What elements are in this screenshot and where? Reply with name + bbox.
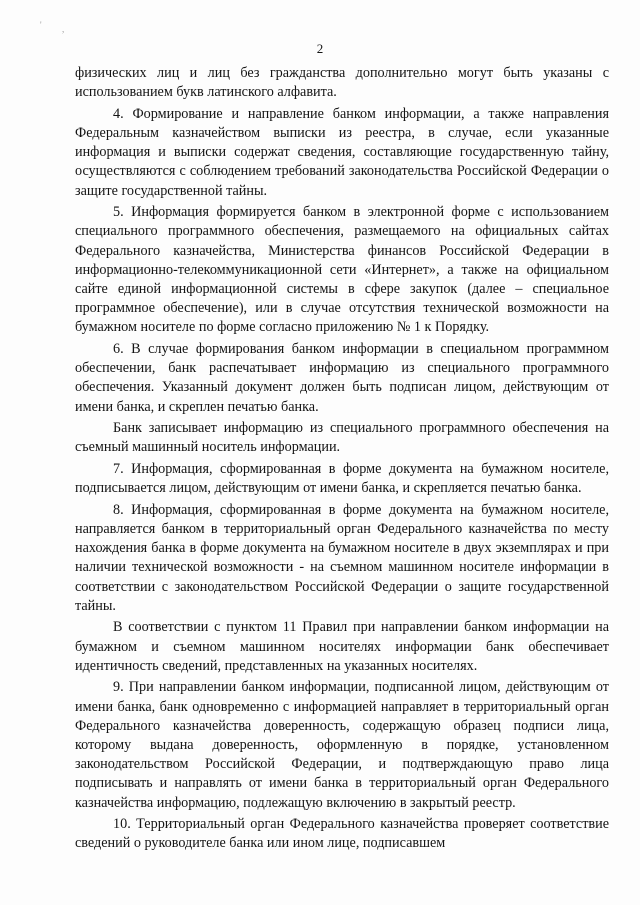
- document-body: [75, 64, 609, 856]
- paragraph: В соответствии с пунктом 11 Правил при направлении банком информации на бумажном и съемном машинном носителях информации банк обеспечивает идентичность сведений, представленных на указанных носителях.: [75, 619, 609, 674]
- paragraph-item-8: 8. Информация, сформированная в форме документа на бумажном носителе, направляется банком в территориальный орган Федерального казначейства по месту нахождения банка в форме документа на бумажном носителе в двух экземплярах и при наличии технической возможности - на съемном машинном носителе информации в соответствии с законодательством Российской Федерации о защите государственной тайны.: [75, 501, 609, 614]
- paragraph-item-6: 6. В случае формирования банком информации в специальном программном обеспечении, банк распечатывает информацию из специального программного обеспечения. Указанный документ должен быть подписан лицом, действующим от имени банка, и скреплен печатью банка.: [75, 341, 609, 415]
- paragraph: Банк записывает информацию из специального программного обеспечения на съемный машинный носитель информации.: [75, 420, 609, 456]
- scan-artifact: ': [40, 20, 42, 30]
- page-number: 2: [316, 41, 324, 56]
- paragraph-item-7: 7. Информация, сформированная в форме документа на бумажном носителе, подписывается лицом, действующим от имени банка, и скрепляется печатью банка.: [75, 461, 609, 497]
- paragraph-item-9: 9. При направлении банком информации, подписанной лицом, действующим от имени банка, банк одновременно с информацией направляет в территориальный орган Федерального казначейства доверенность, содержащую образец подписи лица, которому выдана доверенность, оформленную в порядке, установленном законодательством Российской Федерации, и подтверждающую право лица подписывать и направлять от имени банка в территориальный орган Федерального казначейства информацию, подлежащую включению в закрытый реестр.: [75, 679, 609, 811]
- scan-artifact: ,: [62, 24, 65, 34]
- paragraph: физических лиц и лиц без гражданства дополнительно могут быть указаны с использованием букв латинского алфавита.: [75, 65, 609, 101]
- paragraph-item-5: 5. Информация формируется банком в электронной форме с использованием специального программного обеспечения, размещаемого на официальных сайтах Федерального казначейства, Министерства финансов Российской Федерации в информационно-телекоммуникационной сети «Интернет», а также на официальном сайте единой информационной системы в сфере закупок (далее – специальное программное обеспечение), или в случае отсутствия технической возможности на бумажном носителе по форме согласно приложению № 1 к Порядку.: [75, 204, 609, 336]
- paragraph-item-4: 4. Формирование и направление банком информации, а также направления Федеральным казначейством выписки из реестра, в случае, если указанные информация и выписки содержат сведения, составляющие государственную тайну, осуществляются с соблюдением требований законодательства Российской Федерации о защите государственной тайны.: [75, 105, 609, 199]
- paragraph-item-10: 10. Территориальный орган Федерального казначейства проверяет соответствие сведений о руководителе банка или ином лице, подписавшем: [75, 816, 609, 852]
